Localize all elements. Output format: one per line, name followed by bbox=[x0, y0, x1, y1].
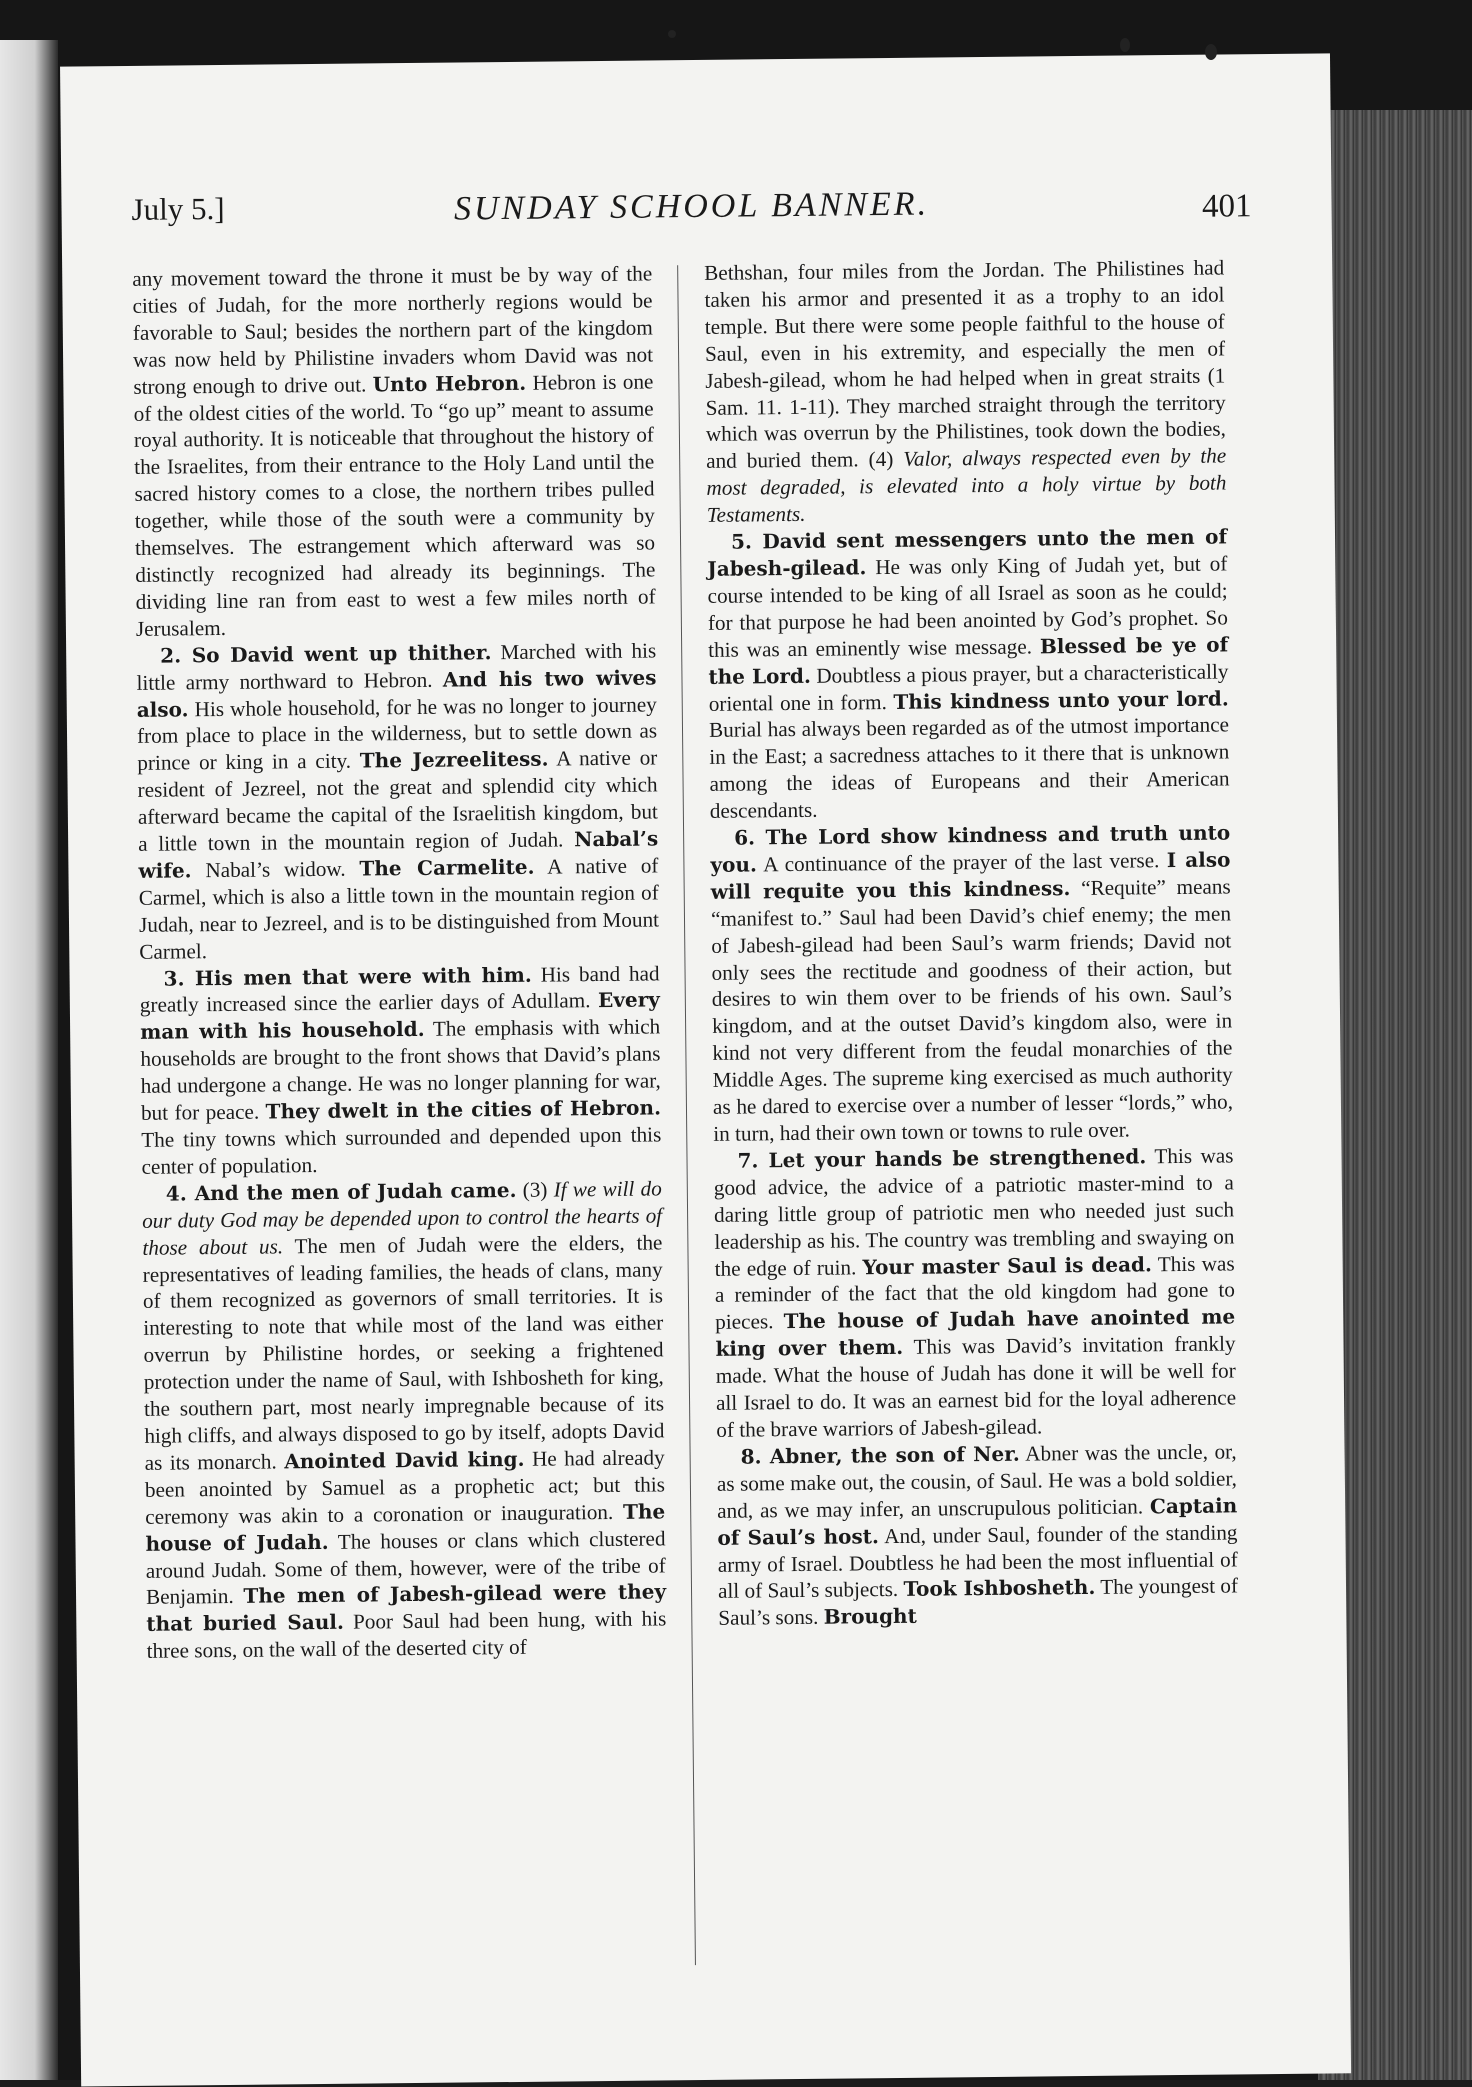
verse-heading: 3. His men that were with him. bbox=[163, 962, 532, 991]
ink-speck bbox=[1205, 44, 1217, 60]
verse-heading: This kindness unto your lord. bbox=[893, 685, 1229, 714]
verse-heading: The house of Judah. bbox=[145, 1499, 666, 1556]
paragraph-text: This was good advice, the advice of a patriotic master-mind to a daring little group of patriotic men who needed just such leadership as his. The country was trembling and swaying on the edge of ruin. bbox=[713, 1143, 1235, 1281]
verse-heading: 4. And the men of Judah came. bbox=[165, 1177, 517, 1206]
paragraph-text: any movement toward the throne it must be by way of the cities of Judah, for the more northerly regions would be favorable to Saul; besides the northern part of the kingdom was now held by Philistine invaders whom David was not strong enough to drive out. bbox=[132, 261, 654, 399]
page-number: 401 bbox=[1201, 188, 1252, 225]
periodical-title: SUNDAY SCHOOL BANNER. bbox=[453, 185, 930, 228]
verse-heading: Captain of Saul’s host. bbox=[717, 1493, 1238, 1550]
verse-heading: Anointed David king. bbox=[284, 1446, 525, 1474]
paragraph-text: The youngest of Saul’s sons. bbox=[718, 1573, 1239, 1631]
paragraph-text: A continuance of the prayer of the last verse. bbox=[756, 848, 1167, 877]
paragraph bbox=[139, 960, 661, 1181]
lesson-thought: Valor, always respected even by the most degraded, is elevated into a holy virtue by both Testaments. bbox=[706, 443, 1227, 528]
verse-heading: Unto Hebron. bbox=[372, 370, 527, 397]
paragraph-text: Abner was the uncle, or, as some make out, the cousin, of Saul. He was a bold soldier, and, as we may infer, an unscrupulous politician. bbox=[716, 1439, 1238, 1523]
paragraph-text: The emphasis with which households are brought to the front shows that David’s plans had undergone a change. He was no longer planning for war, but for peace. bbox=[140, 1014, 661, 1125]
paragraph bbox=[710, 819, 1233, 1147]
ink-speck bbox=[668, 30, 676, 38]
paragraph-text: The tiny towns which surrounded and depended upon this center of population. bbox=[141, 1122, 662, 1179]
verse-heading: The Jezreelitess. bbox=[359, 746, 549, 773]
ink-speck bbox=[1120, 38, 1130, 52]
verse-heading: The men of Jabesh-gilead were they that buried Saul. bbox=[146, 1579, 667, 1637]
paragraph bbox=[716, 1438, 1238, 1632]
verse-heading: 7. Let your hands be strengthened. bbox=[737, 1144, 1147, 1173]
paragraph-text: He was only King of Judah yet, but of course intended to be king of all Israel as soon as he could; for that purpose he had been anointed by God’s prophet. So this was an eminently wise message. bbox=[707, 551, 1228, 662]
verse-heading: Every man with his household. bbox=[140, 987, 660, 1045]
verse-heading: The Carmelite. bbox=[359, 854, 535, 881]
verse-heading: 2. So David went up thither. bbox=[160, 639, 492, 668]
paragraph-text: His whole household, for he was no longer to journey from place to place in the wilderness, but to settle down as prince or king in a city. bbox=[136, 691, 658, 776]
paragraph-text: This was a reminder of the fact that the old kingdom had gone to pieces. bbox=[714, 1250, 1236, 1335]
verse-heading: Blessed be ye of the Lord. bbox=[708, 632, 1229, 689]
paragraph-text: And, under Saul, founder of the standing army of Israel. Doubtless he had been the most influential of all of Saul’s subjects. bbox=[717, 1519, 1238, 1604]
column-rule bbox=[677, 265, 696, 1965]
paragraph-text: A native or resident of Jezreel, not the great and splendid city which afterward became the capital of the Israelitish kingdom, but a little town in the mountain region of Judah. bbox=[137, 745, 658, 856]
paragraph-text: He had already been anointed by Samuel as a prophetic act; but this ceremony was akin to a coronation or inauguration. bbox=[144, 1445, 666, 1529]
right-column bbox=[704, 254, 1238, 1632]
page bbox=[60, 53, 1351, 2086]
paragraph bbox=[136, 637, 659, 965]
paragraph-text: The houses or clans which clustered around Judah. Some of them, however, were of the tribe of Benjamin. bbox=[145, 1525, 666, 1610]
paragraph bbox=[142, 1175, 667, 1665]
paragraph-text: Bethshan, four miles from the Jordan. The Philistines had taken his armor and presented it as a trophy to an idol temple. But there were some people faithful to the house of Saul, even in his extremity, and especially the men of Jabesh-gilead, whom he had helped when in great straits (1 Sam. 11. 1-11). They marched straight through the territory which was overrun by the Philistines, took down the bodies, and buried them. (4) bbox=[704, 255, 1227, 474]
paragraph-text: Doubtless a pious prayer, but a characteristically oriental one in form. bbox=[708, 659, 1229, 716]
paragraph-text: Burial has always been regarded as of the utmost importance in the East; a sacredness attaches to it there that is unknown among the ideas of Europeans and their American descendants. bbox=[708, 712, 1230, 824]
facing-page-edge bbox=[0, 40, 58, 2080]
verse-heading: And his two wives also. bbox=[136, 665, 657, 722]
paragraph bbox=[707, 524, 1230, 825]
verse-heading: Nabal’s wife. bbox=[138, 826, 659, 883]
left-column bbox=[132, 260, 667, 1664]
paragraph-text: Marched with his little army northward to Hebron. bbox=[136, 638, 657, 695]
paragraph-text: (3) bbox=[516, 1177, 554, 1202]
verse-heading: Your master Saul is dead. bbox=[862, 1251, 1153, 1279]
verse-heading: 6. The Lord show kindness and truth unto you. bbox=[710, 820, 1231, 877]
issue-date: July 5.] bbox=[131, 190, 225, 227]
paragraph-text: A native of Carmel, which is also a little town in the mountain region of Judah, near to Jezreel, and is to be distinguished from Mount Carmel. bbox=[138, 853, 660, 964]
verse-heading: 5. David sent messengers unto the men of Jabesh-gilead. bbox=[707, 524, 1228, 581]
paragraph bbox=[704, 254, 1227, 528]
paragraph-text: Poor Saul had been hung, with his three sons, on the wall of the deserted city of bbox=[146, 1606, 667, 1664]
paragraph-text: The men of Judah were the elders, the representatives of leading families, the heads of clans, many of them recognized as governors of small territories. It is interesting to note that while most of the land was either overrun by Philistine hordes, or seeking a frightened protection under the name of Saul, with Ishbosheth for king, the southern part, most nearly impregnable because of its high cliffs, and always disposed to go by itself, adopts David as its monarch. bbox=[142, 1230, 665, 1475]
verse-heading: Brought bbox=[823, 1604, 917, 1630]
verse-heading: The house of Judah have anointed me king over them. bbox=[715, 1304, 1236, 1362]
verse-heading: I also will requite you this kindness. bbox=[710, 847, 1231, 904]
lesson-thought: If we will do our duty God may be depended upon to control the hearts of those about us. bbox=[141, 1176, 663, 1260]
verse-heading: 8. Abner, the son of Ner. bbox=[740, 1441, 1020, 1469]
paragraph bbox=[713, 1142, 1236, 1443]
paragraph-text: “Requite” means “manifest to.” Saul had been David’s chief enemy; the men of Jabesh-gilead had been Saul’s warm friends; David not only sees the rectitude and goodness of their action, but desires to win them over to be friends of his own. Saul’s kingdom, and at the outset David’s kingdom also, were in kind not very different from the feudal monarchies of the Middle Ages. The supreme king exercised as much authority as he dared to exercise over a number of lesser “lords,” who, in turn, had their own town or towns to rule over. bbox=[710, 874, 1234, 1146]
paragraph-text: Hebron is one of the oldest cities of the world. To “go up” meant to assume royal authority. It is noticeable that throughout the history of the Israelites, from their entrance to the Holy Land until the sacred history comes to a close, the northern tribes pulled together, while those of the south were a community by themselves. The estrangement which afterward was so distinctly recognized had already its beginnings. The dividing line ran from east to west a few miles north of Jerusalem. bbox=[133, 369, 656, 641]
running-header bbox=[131, 174, 1252, 256]
verse-heading: Took Ishbosheth. bbox=[903, 1575, 1096, 1602]
verse-heading: They dwelt in the cities of Hebron. bbox=[265, 1095, 662, 1124]
paragraph-text: His band had greatly increased since the earlier days of Adullam. bbox=[139, 960, 660, 1018]
paragraph-text: Nabal’s widow. bbox=[191, 856, 360, 883]
paragraph-text: This was David’s invitation frankly made. What the house of Judah has done it will be well for all Israel to do. It was an earnest bid for the loyal adherence of the brave warriors of Jabesh-gilead. bbox=[715, 1331, 1237, 1442]
paragraph bbox=[132, 260, 656, 642]
